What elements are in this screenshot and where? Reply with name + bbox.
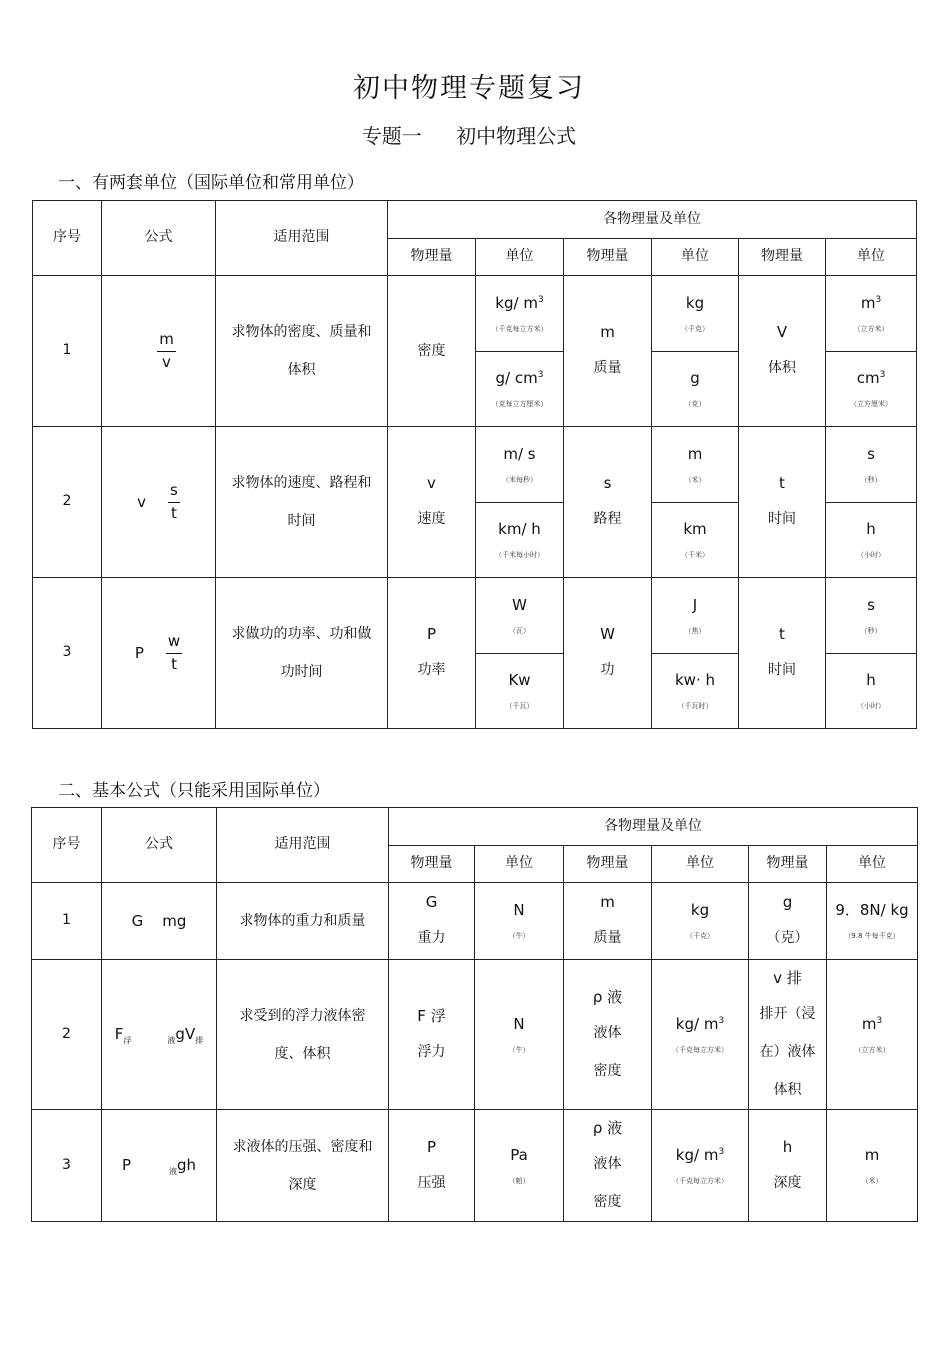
- header-quantity: 物理量: [387, 238, 476, 276]
- quantity-line: m: [600, 893, 615, 911]
- unit-cell-si: [475, 426, 564, 503]
- formula-left: P: [134, 643, 144, 662]
- unit-value: kg/ $m^3$: [675, 1014, 725, 1033]
- quantity-cell: [387, 577, 476, 729]
- quantity-cell: [748, 959, 827, 1110]
- quantity-line: 功: [600, 662, 615, 678]
- quantity-line: ρ 液: [592, 1118, 623, 1137]
- unit-cell: [651, 1109, 749, 1222]
- header-formula: 公式: [101, 200, 216, 276]
- unit-cell: [826, 1109, 918, 1222]
- quantity-line: 时间: [768, 662, 796, 678]
- unit-common-value: h: [866, 671, 876, 690]
- unit-note: （帕）: [508, 1176, 530, 1185]
- unit-value: kg: [690, 901, 710, 920]
- quantity-line: 重力: [417, 930, 446, 946]
- unit-common-value: g/ $cm^3$: [495, 369, 544, 388]
- formula-cell: [101, 275, 216, 427]
- unit-common-note: （千米每小时）: [495, 551, 544, 559]
- unit-si-note: （瓦）: [509, 626, 530, 635]
- unit-common-value: km/ h: [498, 520, 541, 539]
- header-unit: 单位: [651, 238, 739, 276]
- quantity-cell: [563, 275, 652, 427]
- section2-heading: 二、基本公式（只能采用国际单位）: [58, 781, 330, 801]
- formula-right: $_液$gh: [169, 1156, 197, 1177]
- section1-heading: 一、有两套单位（国际单位和常用单位）: [58, 173, 364, 193]
- unit-common-value: kw· h: [675, 671, 715, 690]
- fraction-denominator: t: [171, 654, 177, 673]
- unit-common-value: $cm^3$: [856, 369, 886, 388]
- quantity-line: v 排: [773, 968, 802, 987]
- quantity-line: 密度: [593, 1062, 622, 1079]
- quantity-cell: [387, 426, 476, 578]
- quantity-cell: [748, 882, 827, 960]
- header-unit: 单位: [826, 845, 918, 883]
- unit-si-note: （秒）: [860, 626, 882, 635]
- quantity-cell: [563, 426, 652, 578]
- header-unit: 单位: [651, 845, 749, 883]
- unit-si-note: （千克）: [681, 324, 709, 333]
- unit-note: （千克每立方米）: [672, 1045, 728, 1054]
- header-formula: 公式: [101, 807, 217, 883]
- quantity-cell: [748, 1109, 827, 1222]
- unit-cell: [474, 1109, 564, 1222]
- scope-cell: 求受到的浮力液体密度、体积: [216, 959, 389, 1110]
- quantity-line: 液体: [593, 1024, 622, 1041]
- quantity-line: P: [426, 625, 437, 643]
- quantity-line: V: [776, 323, 788, 341]
- unit-si-value: kg: [685, 293, 705, 312]
- unit-cell-si: [825, 275, 917, 352]
- quantity-line: 时间: [768, 511, 796, 527]
- unit-note: （千克）: [686, 932, 714, 940]
- formula-cell: [101, 577, 216, 729]
- unit-note: （9.8 牛每千克）: [844, 932, 900, 940]
- header-unit: 单位: [474, 845, 564, 883]
- row-seq: 1: [31, 882, 102, 960]
- scope-cell: 求液体的压强、密度和深度: [216, 1109, 389, 1222]
- unit-cell-common: [825, 351, 917, 427]
- row-seq: 1: [32, 275, 102, 427]
- scope-cell: 求做功的功率、功和做功时间: [215, 577, 388, 729]
- quantity-cell: [563, 1109, 652, 1222]
- unit-common-note: （小时）: [857, 702, 885, 710]
- formula-fraction: [166, 632, 182, 674]
- unit-common-value: g: [690, 369, 700, 388]
- formula-left: P: [121, 1156, 131, 1175]
- fraction-numerator: s: [168, 481, 180, 503]
- scope-cell: 求物体的重力和质量: [216, 882, 389, 960]
- unit-exponent: 3: [718, 1146, 725, 1157]
- unit-value: $m^3$: [861, 1014, 883, 1033]
- row-seq: 3: [31, 1109, 102, 1222]
- scope-cell: 求物体的密度、质量和体积: [215, 275, 388, 427]
- header-seq: 序号: [31, 807, 102, 883]
- quantity-line: 体积: [773, 1081, 802, 1098]
- fraction-numerator: w: [166, 632, 182, 654]
- header-quantity: 物理量: [563, 845, 652, 883]
- unit-si-exponent: 3: [537, 294, 544, 305]
- unit-note: （牛）: [508, 1045, 530, 1054]
- header-seq: 序号: [32, 200, 102, 276]
- unit-cell-common: [475, 351, 564, 427]
- unit-common-note: （立方厘米）: [850, 400, 892, 408]
- quantity-line: t: [779, 625, 785, 643]
- unit-value: Pa: [510, 1145, 528, 1164]
- header-group: 各物理量及单位: [388, 807, 918, 846]
- header-group: 各物理量及单位: [387, 200, 917, 239]
- quantity-cell: [563, 959, 652, 1110]
- unit-si-note: （米每秒）: [502, 475, 537, 484]
- quantity-line: 浮力: [417, 1043, 446, 1060]
- quantity-cell: [563, 882, 652, 960]
- unit-si-note: （立方米）: [853, 324, 889, 333]
- unit-cell: [474, 959, 564, 1110]
- formula-left-subscript: 浮: [123, 1036, 132, 1046]
- quantity-line: 质量: [593, 360, 622, 376]
- quantity-line: g: [782, 893, 793, 911]
- row-seq: 2: [31, 959, 102, 1110]
- header-unit: 单位: [825, 238, 917, 276]
- unit-si-note: （焦）: [684, 626, 706, 635]
- unit-cell: [651, 882, 749, 960]
- quantity-line: F 浮: [417, 1006, 446, 1025]
- scope-cell: 求物体的速度、路程和时间: [215, 426, 388, 578]
- unit-common-exponent: 3: [879, 370, 886, 381]
- formula-right: $_液gV_排$: [167, 1025, 204, 1046]
- formula-cell: [101, 882, 217, 960]
- unit-si-value: J: [692, 595, 698, 614]
- unit-cell-common: [651, 653, 739, 729]
- formula-cell: [101, 959, 217, 1110]
- formula-density-subscript: 液: [167, 1036, 176, 1046]
- unit-cell-si: [475, 275, 564, 352]
- unit-cell: [826, 882, 918, 960]
- fraction-denominator: t: [171, 503, 177, 522]
- header-quantity: 物理量: [563, 238, 652, 276]
- unit-common-value: h: [866, 520, 876, 539]
- unit-cell: [651, 959, 749, 1110]
- unit-si-note: （秒）: [860, 475, 882, 484]
- unit-cell-common: [825, 653, 917, 729]
- quantity-line: W: [600, 625, 615, 643]
- unit-note: （牛）: [508, 932, 530, 940]
- unit-common-note: （千瓦时）: [677, 702, 713, 710]
- unit-cell-common: [475, 502, 564, 578]
- quantity-line: 体积: [768, 360, 796, 376]
- unit-cell-si: [825, 577, 917, 654]
- unit-cell-common: [825, 502, 917, 578]
- header-scope: 适用范围: [216, 807, 389, 883]
- unit-si-value: m: [687, 444, 703, 463]
- unit-value: 9．8N/ kg: [835, 901, 909, 920]
- quantity-line: 密度: [593, 1193, 622, 1210]
- unit-common-value: km: [683, 520, 707, 539]
- unit-cell-common: [651, 502, 739, 578]
- formula-text: G mg: [131, 911, 187, 930]
- quantity-line: 深度: [773, 1174, 802, 1191]
- quantity-line: ρ 液: [592, 987, 623, 1006]
- unit-common-note: （克）: [684, 400, 706, 408]
- unit-common-note: （克每立方厘米）: [491, 400, 548, 408]
- unit-cell-si: [651, 426, 739, 503]
- unit-cell: [474, 882, 564, 960]
- quantity-line: 排开（浸: [759, 1005, 816, 1022]
- unit-common-exponent: 3: [537, 370, 544, 381]
- formula-fraction: [157, 330, 176, 372]
- unit-common-value: Kw: [508, 671, 531, 690]
- unit-note: （立方米）: [854, 1045, 890, 1054]
- quantity-line: m: [600, 323, 615, 341]
- quantity-line: s: [603, 474, 612, 492]
- unit-note: （米）: [861, 1176, 883, 1185]
- quantity-line: 质量: [593, 930, 622, 946]
- document-title: 初中物理专题复习: [353, 73, 585, 104]
- unit-note: （千克每立方米）: [672, 1176, 728, 1185]
- quantity-line: v: [427, 474, 436, 492]
- formula-fraction: [168, 481, 180, 523]
- quantity-cell: [738, 426, 826, 578]
- quantity-line: h: [782, 1137, 793, 1156]
- quantity-line: 在）液体: [759, 1043, 816, 1060]
- fraction-denominator: v: [162, 352, 171, 371]
- header-quantity: 物理量: [738, 238, 826, 276]
- quantity-line: 压强: [417, 1174, 446, 1191]
- quantity-line: 速度: [417, 511, 446, 527]
- unit-exponent: 3: [876, 1015, 883, 1026]
- quantity-line: 密度: [417, 343, 446, 359]
- unit-si-value: W: [512, 595, 527, 614]
- quantity-line: （克）: [766, 930, 809, 946]
- unit-cell-si: [475, 577, 564, 654]
- header-quantity: 物理量: [748, 845, 827, 883]
- unit-cell: [826, 959, 918, 1110]
- unit-cell-common: [475, 653, 564, 729]
- unit-si-value: s: [867, 444, 875, 463]
- formula-left: $F_浮$: [114, 1025, 132, 1046]
- quantity-cell: [738, 577, 826, 729]
- quantity-line: 路程: [593, 511, 622, 527]
- quantity-line: 功率: [417, 662, 446, 678]
- quantity-cell: [563, 577, 652, 729]
- unit-cell-common: [651, 351, 739, 427]
- unit-si-exponent: 3: [875, 294, 882, 305]
- unit-cell-si: [825, 426, 917, 503]
- formula-volume-subscript: 排: [195, 1036, 204, 1046]
- unit-common-note: （千瓦）: [505, 702, 534, 710]
- quantity-line: t: [779, 474, 785, 492]
- unit-exponent: 3: [718, 1015, 725, 1026]
- quantity-cell: [388, 1109, 475, 1222]
- document-subtitle: 专题一 初中物理公式: [361, 124, 577, 148]
- quantity-cell: [388, 882, 475, 960]
- fraction-numerator: m: [157, 330, 176, 352]
- formula-density-subscript: 液: [169, 1167, 177, 1177]
- formula-cell: [101, 1109, 217, 1222]
- quantity-cell: [738, 275, 826, 427]
- unit-common-note: （小时）: [857, 551, 885, 559]
- unit-si-value: s: [867, 595, 875, 614]
- unit-si-value: m/ s: [503, 444, 536, 463]
- unit-si-value: $m^3$: [860, 293, 882, 312]
- unit-cell-si: [651, 577, 739, 654]
- unit-si-value: kg/ $m^3$: [495, 293, 544, 312]
- unit-value: N: [513, 901, 525, 920]
- unit-si-note: （米）: [684, 475, 706, 484]
- quantity-cell: [387, 275, 476, 427]
- header-quantity: 物理量: [388, 845, 475, 883]
- row-seq: 2: [32, 426, 102, 578]
- header-scope: 适用范围: [215, 200, 388, 276]
- unit-si-note: （千克每立方米）: [491, 324, 548, 333]
- quantity-line: G: [425, 893, 438, 911]
- unit-common-note: （千米）: [681, 551, 709, 559]
- unit-value: m: [864, 1145, 880, 1164]
- header-unit: 单位: [475, 238, 564, 276]
- formula-cell: [101, 426, 216, 578]
- unit-cell-si: [651, 275, 739, 352]
- unit-value: kg/ $m^3$: [675, 1145, 725, 1164]
- quantity-line: 液体: [593, 1155, 622, 1172]
- formula-left: v: [137, 492, 147, 511]
- row-seq: 3: [32, 577, 102, 729]
- quantity-line: P: [426, 1137, 437, 1156]
- quantity-cell: [388, 959, 475, 1110]
- unit-value: N: [513, 1014, 525, 1033]
